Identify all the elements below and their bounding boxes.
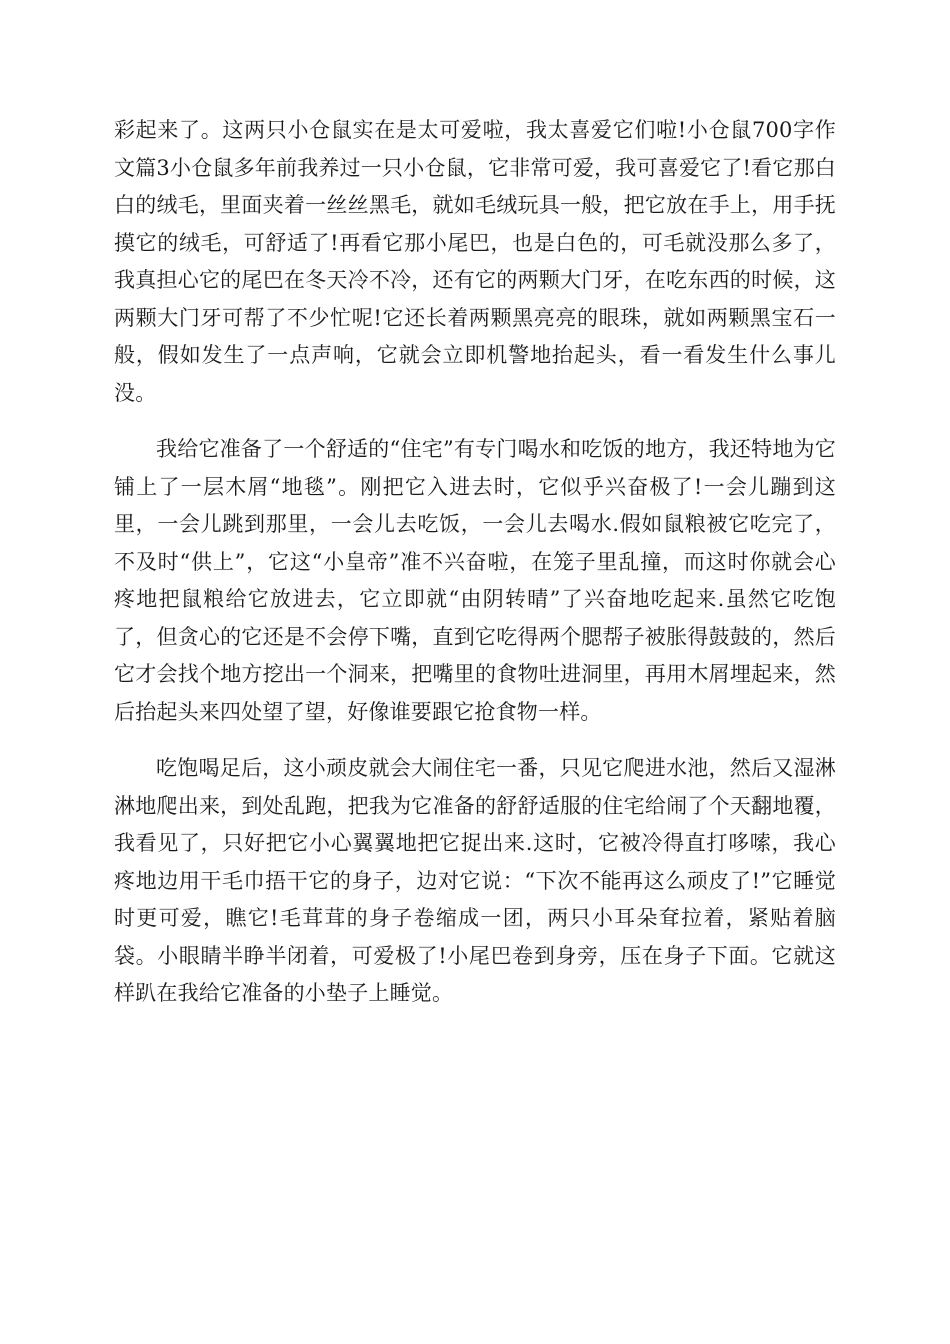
document-body — [114, 112, 836, 1013]
paragraph-2: 我给它准备了一个舒适的“住宅”有专门喝水和吃饭的地方，我还特地为它铺上了一层木屑“地毯”。刚把它入进去时，它似乎兴奋极了!一会儿蹦到这里，一会儿跳到那里，一会儿去吃饭，一会儿去喝水.假如鼠粮被它吃完了，不及时“供上”，它这“小皇帝”准不兴奋啦，在笼子里乱撞，而这时你就会心疼地把鼠粮给它放进去，它立即就“由阴转晴”了兴奋地吃起来.虽然它吃饱了，但贪心的它还是不会停下嘴，直到它吃得两个腮帮子被胀得鼓鼓的，然后它才会找个地方挖出一个洞来，把嘴里的食物吐进洞里，再用木屑埋起来，然后抬起头来四处望了望，好像谁要跟它抢食物一样。 — [114, 437, 836, 724]
paragraph-1: 彩起来了。这两只小仓鼠实在是太可爱啦，我太喜爱它们啦!小仓鼠700字作文篇3小仓鼠多年前我养过一只小仓鼠，它非常可爱，我可喜爱它了!看它那白白的绒毛，里面夹着一丝丝黑毛，就如毛绒玩具一般，把它放在手上，用手抚摸它的绒毛，可舒适了!再看它那小尾巴，也是白色的，可毛就没那么多了，我真担心它的尾巴在冬天冷不冷，还有它的两颗大门牙，在吃东西的时候，这两颗大门牙可帮了不少忙呢!它还长着两颗黑亮亮的眼珠，就如两颗黑宝石一般，假如发生了一点声响，它就会立即机警地抬起头，看一看发生什么事儿没。 — [114, 118, 836, 405]
paragraph-3: 吃饱喝足后，这小顽皮就会大闹住宅一番，只见它爬进水池，然后又湿淋淋地爬出来，到处乱跑，把我为它准备的舒舒适服的住宅给闹了个天翻地覆，我看见了，只好把它小心翼翼地把它捉出来.这时，它被冷得直打哆嗦，我心疼地边用干毛巾捂干它的身子，边对它说：“下次不能再这么顽皮了!”它睡觉时更可爱，瞧它!毛茸茸的身子卷缩成一团，两只小耳朵耷拉着，紧贴着脑袋。小眼睛半睁半闭着，可爱极了!小尾巴卷到身旁，压在身子下面。它就这样趴在我给它准备的小垫子上睡觉。 — [114, 756, 836, 1005]
